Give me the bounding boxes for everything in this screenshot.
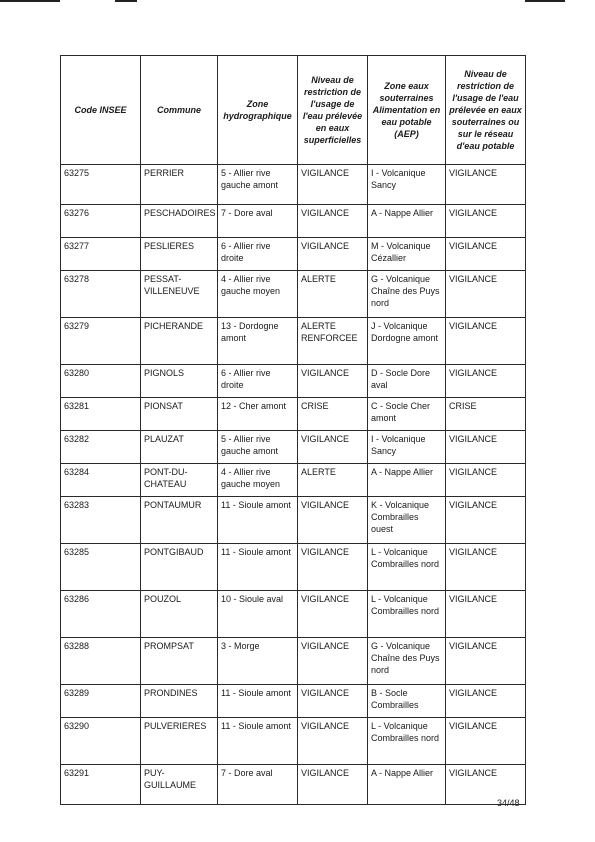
table-row — [61, 638, 526, 685]
cell-niveau-sup: VIGILANCE — [298, 238, 368, 271]
cell-zone: 11 - Sioule amont — [218, 685, 298, 718]
cell-niveau-sout: VIGILANCE — [446, 638, 526, 685]
cell-niveau-sup: VIGILANCE — [298, 497, 368, 544]
cell-zone: 7 - Dore aval — [218, 205, 298, 238]
cell-aep: A - Nappe Allier — [368, 765, 446, 805]
table-header-row — [61, 56, 526, 165]
table-row — [61, 271, 526, 318]
cell-aep: L - Volcanique Combrailles nord — [368, 544, 446, 591]
cell-commune: PIONSAT — [141, 398, 218, 431]
header-niveau-souterraines: Niveau de restriction de l'usage de l'eau prélevée en eaux souterraines ou sur le réseau d'eau potable — [446, 56, 526, 165]
cell-zone: 6 - Allier rive droite — [218, 365, 298, 398]
table-row — [61, 765, 526, 805]
cell-aep: A - Nappe Allier — [368, 464, 446, 497]
cell-code: 63275 — [61, 165, 141, 205]
cell-commune: PIGNOLS — [141, 365, 218, 398]
cell-commune: PONTGIBAUD — [141, 544, 218, 591]
cell-zone: 13 - Dordogne amont — [218, 318, 298, 365]
table-row — [61, 398, 526, 431]
table-row — [61, 238, 526, 271]
cell-zone: 11 - Sioule amont — [218, 718, 298, 765]
cell-aep: L - Volcanique Combrailles nord — [368, 591, 446, 638]
cell-zone: 10 - Sioule aval — [218, 591, 298, 638]
table-row — [61, 718, 526, 765]
cell-zone: 6 - Allier rive droite — [218, 238, 298, 271]
cell-zone: 5 - Allier rive gauche amont — [218, 431, 298, 464]
header-zone-hydrographique: Zone hydrographique — [218, 56, 298, 165]
cell-niveau-sout: VIGILANCE — [446, 497, 526, 544]
table-row — [61, 497, 526, 544]
cell-code: 63276 — [61, 205, 141, 238]
header-niveau-superficielles: Niveau de restriction de l'usage de l'eau prélevée en eaux superficielles — [298, 56, 368, 165]
cell-code: 63286 — [61, 591, 141, 638]
cell-zone: 11 - Sioule amont — [218, 544, 298, 591]
table-row — [61, 205, 526, 238]
cell-commune: PLAUZAT — [141, 431, 218, 464]
cell-code: 63283 — [61, 497, 141, 544]
cell-commune: PICHERANDE — [141, 318, 218, 365]
cell-niveau-sup: VIGILANCE — [298, 638, 368, 685]
cell-aep: M - Volcanique Cézallier — [368, 238, 446, 271]
cell-commune: PULVERIERES — [141, 718, 218, 765]
cell-code: 63279 — [61, 318, 141, 365]
table-row — [61, 591, 526, 638]
table-row — [61, 431, 526, 464]
cell-code: 63281 — [61, 398, 141, 431]
cell-niveau-sup: ALERTE — [298, 464, 368, 497]
cell-niveau-sup: VIGILANCE — [298, 431, 368, 464]
cell-niveau-sup: VIGILANCE — [298, 544, 368, 591]
cell-niveau-sup: VIGILANCE — [298, 205, 368, 238]
cell-commune: POUZOL — [141, 591, 218, 638]
cell-aep: B - Socle Combrailles — [368, 685, 446, 718]
table-row — [61, 165, 526, 205]
cell-niveau-sup: VIGILANCE — [298, 718, 368, 765]
cell-code: 63277 — [61, 238, 141, 271]
cell-code: 63289 — [61, 685, 141, 718]
cell-niveau-sup: ALERTE — [298, 271, 368, 318]
cell-aep: L - Volcanique Combrailles nord — [368, 718, 446, 765]
cell-niveau-sup: VIGILANCE — [298, 165, 368, 205]
table-row — [61, 365, 526, 398]
table-row — [61, 544, 526, 591]
cell-niveau-sout: VIGILANCE — [446, 464, 526, 497]
cell-commune: PROMPSAT — [141, 638, 218, 685]
restriction-table — [60, 55, 526, 805]
cell-niveau-sup: CRISE — [298, 398, 368, 431]
cell-zone: 7 - Dore aval — [218, 765, 298, 805]
cell-code: 63282 — [61, 431, 141, 464]
cell-aep: I - Volcanique Sancy — [368, 431, 446, 464]
cell-aep: A - Nappe Allier — [368, 205, 446, 238]
scan-edge-marks — [0, 0, 595, 3]
cell-niveau-sout: VIGILANCE — [446, 165, 526, 205]
cell-zone: 12 - Cher amont — [218, 398, 298, 431]
cell-niveau-sout: VIGILANCE — [446, 544, 526, 591]
cell-zone: 11 - Sioule amont — [218, 497, 298, 544]
cell-commune: PERRIER — [141, 165, 218, 205]
cell-commune: PONTAUMUR — [141, 497, 218, 544]
table-row — [61, 685, 526, 718]
cell-aep: G - Volcanique Chaîne des Puys nord — [368, 638, 446, 685]
table-row — [61, 464, 526, 497]
cell-niveau-sout: VIGILANCE — [446, 685, 526, 718]
cell-niveau-sout: VIGILANCE — [446, 205, 526, 238]
cell-commune: PUY-GUILLAUME — [141, 765, 218, 805]
cell-zone: 4 - Allier rive gauche moyen — [218, 271, 298, 318]
cell-niveau-sout: VIGILANCE — [446, 271, 526, 318]
cell-niveau-sup: VIGILANCE — [298, 685, 368, 718]
cell-aep: K - Volcanique Combrailles ouest — [368, 497, 446, 544]
cell-aep: D - Socle Dore aval — [368, 365, 446, 398]
cell-niveau-sout: VIGILANCE — [446, 318, 526, 365]
cell-niveau-sout: VIGILANCE — [446, 431, 526, 464]
cell-niveau-sup: VIGILANCE — [298, 365, 368, 398]
cell-niveau-sup: ALERTE RENFORCEE — [298, 318, 368, 365]
cell-code: 63290 — [61, 718, 141, 765]
cell-zone: 5 - Allier rive gauche amont — [218, 165, 298, 205]
cell-niveau-sout: VIGILANCE — [446, 765, 526, 805]
cell-code: 63280 — [61, 365, 141, 398]
cell-aep: G - Volcanique Chaîne des Puys nord — [368, 271, 446, 318]
cell-niveau-sout: VIGILANCE — [446, 591, 526, 638]
table-row — [61, 318, 526, 365]
cell-niveau-sout: VIGILANCE — [446, 718, 526, 765]
cell-niveau-sup: VIGILANCE — [298, 765, 368, 805]
cell-aep: C - Socle Cher amont — [368, 398, 446, 431]
cell-commune: PONT-DU-CHATEAU — [141, 464, 218, 497]
cell-code: 63278 — [61, 271, 141, 318]
cell-niveau-sout: VIGILANCE — [446, 238, 526, 271]
cell-niveau-sout: VIGILANCE — [446, 365, 526, 398]
cell-commune: PESSAT-VILLENEUVE — [141, 271, 218, 318]
cell-niveau-sup: VIGILANCE — [298, 591, 368, 638]
header-zone-aep: Zone eaux souterraines Alimentation en eau potable (AEP) — [368, 56, 446, 165]
header-commune: Commune — [141, 56, 218, 165]
cell-commune: PESCHADOIRES — [141, 205, 218, 238]
cell-aep: I - Volcanique Sancy — [368, 165, 446, 205]
cell-aep: J - Volcanique Dordogne amont — [368, 318, 446, 365]
cell-commune: PESLIERES — [141, 238, 218, 271]
cell-code: 63285 — [61, 544, 141, 591]
page-number: 34/48 — [497, 798, 520, 808]
cell-code: 63288 — [61, 638, 141, 685]
cell-zone: 3 - Morge — [218, 638, 298, 685]
cell-niveau-sout: CRISE — [446, 398, 526, 431]
cell-code: 63284 — [61, 464, 141, 497]
cell-commune: PRONDINES — [141, 685, 218, 718]
cell-zone: 4 - Allier rive gauche moyen — [218, 464, 298, 497]
header-code-insee: Code INSEE — [61, 56, 141, 165]
cell-code: 63291 — [61, 765, 141, 805]
